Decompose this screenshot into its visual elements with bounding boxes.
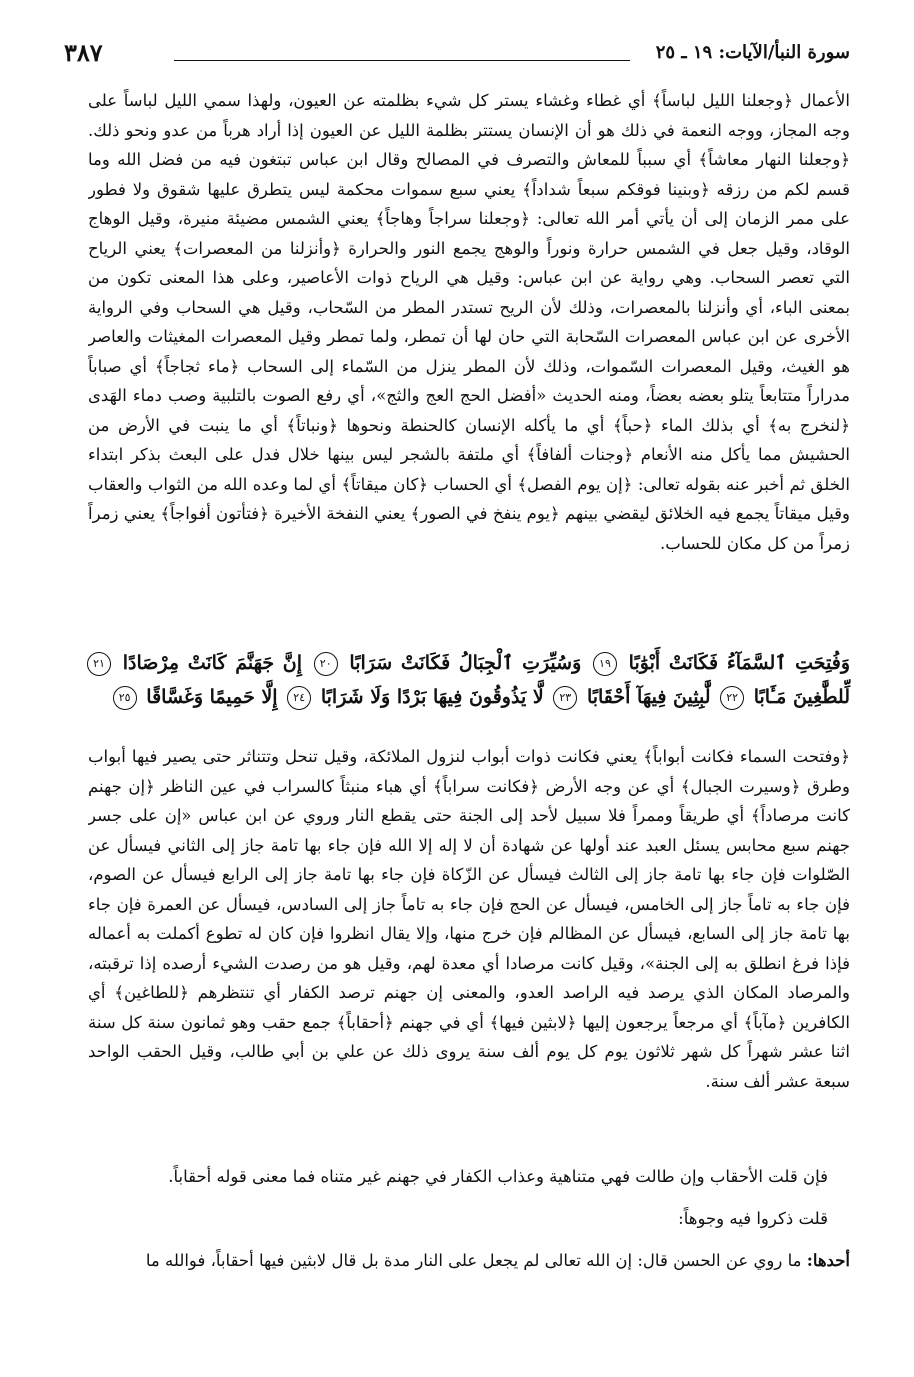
ayah-number-marker: ١٩ bbox=[593, 652, 617, 676]
verse-25: إِلَّا حَمِيمًا وَغَسَّاقًا bbox=[146, 686, 278, 708]
first-answer-lead: أحدها: bbox=[806, 1251, 850, 1270]
tafsir-paragraph-2 bbox=[88, 742, 850, 1162]
surah-title: سورة النبأ/الآيات: ١٩ ـ ٢٥ bbox=[655, 42, 850, 63]
ayah-number-marker: ٢٥ bbox=[113, 686, 137, 710]
answer-intro-text: قلت ذكروا فيه وجوهاً: bbox=[678, 1209, 828, 1228]
tafsir-text-1: الأعمال ﴿وجعلنا الليل لباساً﴾ أي غطاء وغشاء يستر كل شيء بظلمته عن العيون، ولهذا سمي الليل لباساً على وجه المجاز، ووجه النعمة في ذلك هو أن الإنسان يستتر بظلمة الليل عن العيون إذا أراد هرباً من عدو ونحو ذلك. ﴿وجعلنا النهار معاشاً﴾ أي سبباً للمعاش والتصرف في المصالح وقال ابن عباس تبتغون فيه من فضل الله وما قسم لكم من رزقه ﴿وبنينا فوقكم سبعاً شداداً﴾ يعني سبع سموات محكمة ليس يتطرق عليها شقوق ولا فطور على ممر الزمان إلى أن يأتي أمر الله تعالى: ﴿وجعلنا سراجاً وهاجاً﴾ يعني الشمس مضيئة منيرة، وقيل الوهاج الوقاد، وقيل جعل في الشمس حرارة ونوراً والوهج يجمع النور والحرارة ﴿وأنزلنا من المعصرات﴾ يعني الرياح التي تعصر السحاب. وهي رواية عن ابن عباس: وقيل هي الرياح ذوات الأعاصير، وعلى هذا المعنى تكون من بمعنى الباء، أي وأنزلنا بالمعصرات، وذلك لأن الريح تستدر المطر من السّحاب، وقيل هي السحاب وفي الرواية الأخرى عن ابن عباس المعصرات السّحابة التي حان لها أن تمطر، ولما تمطر وقيل المعصرات المغيثات والعاصر هو الغيث، وقيل المعصرات السّموات، وذلك لأن المطر ينزل من السّماء إلى السحاب ﴿ماء ثجاجاً﴾ أي صباباً مدراراً متتابعاً يتلو بعضه بعضاً، ومنه الحديث «أفضل الحج العج والثج»، أي رفع الصوت بالتلبية وصب دماء الهَدى ﴿لنخرج به﴾ أي بذلك الماء ﴿حباً﴾ أي ما يأكله الإنسان كالحنطة ونحوها ﴿ونباتاً﴾ أي ما ينبت في الأرض من الحشيش مما يأكل منه الأنعام ﴿وجنات ألفافاً﴾ أي ملتفة بالشجر ليس بينها خلال فدل على البعث بذكر ابتداء الخلق ثم أخبر عنه بقوله تعالى: ﴿إن يوم الفصل﴾ أي الحساب ﴿كان ميقاتاً﴾ أي لما وعده الله من الثواب والعقاب وقيل ميقاتاً يجمع فيه الخلائق ليقضي بينهم ﴿يوم ينفخ في الصور﴾ يعني النفخة الأخيرة ﴿فتأتون أفواجاً﴾ يعني زمراً زمراً من كل مكان للحساب. bbox=[88, 91, 850, 553]
tafsir-paragraph-1 bbox=[88, 86, 850, 646]
question-text: فإن قلت الأحقاب وإن طالت فهي متناهية وعذاب الكفار في جهنم غير متناه فما معنى قوله أحقاباً. bbox=[168, 1167, 828, 1186]
verse-24: لَّا يَذُوقُونَ فِيهَا بَرْدًا وَلَا شَرَابًا bbox=[320, 686, 544, 708]
verse-22: لِّلطَّٰغِينَ مَـَٔابًا bbox=[753, 686, 850, 708]
ayah-number-marker: ٢٠ bbox=[314, 652, 338, 676]
ayah-number-marker: ٢٣ bbox=[553, 686, 577, 710]
header-rule bbox=[174, 60, 630, 61]
verse-19: وَفُتِحَتِ ٱلسَّمَآءُ فَكَانَتْ أَبْوَٰبًا bbox=[628, 652, 851, 674]
verse-20: وَسُيِّرَتِ ٱلْجِبَالُ فَكَانَتْ سَرَابًا bbox=[349, 652, 582, 674]
question-paragraph bbox=[88, 1162, 850, 1202]
tafsir-text-2: ﴿وفتحت السماء فكانت أبواباً﴾ يعني فكانت ذوات أبواب لنزول الملائكة، وقيل تنحل وتتناثر حتى يصير فيها أبواب وطرق ﴿وسيرت الجبال﴾ أي عن وجه الأرض ﴿فكانت سراباً﴾ أي هباء منبثاً كالسراب في عين الناظر ﴿إن جهنم كانت مرصاداً﴾ أي طريقاً وممراً فلا سبيل لأحد إلى الجنة حتى يقطع النار وروي عن ابن عباس «إن على جسر جهنم سبع محابس يسئل العبد عند أولها عن شهادة أن لا إله إلا الله فإن جاء بها تامة جاز إلى الثاني فيسأل عن الصّلوات فإن جاء بها تامة جاز إلى الثالث فيسأل عن الزّكاة فإن جاء بها تامة جاز إلى الرابع فيسأل عن الصوم، فإن جاء به تاماً جاز إلى الخامس، فيسأل عن الحج فإن جاء به تاماً جاز إلى السادس، فيسأل عن العمرة فإن جاء بها تامة جاز إلى السابع، فيسأل عن المظالم فإن خرج منها، وإلا يقال انظروا فإن كان له تطوع أكملت به أعماله فإذا فرغ انطلق به إلى الجنة»، وقيل كانت مرصادا أي معدة لهم، وقيل هو من رصدت الشيء أرصده إذا ترقبته، والمرصاد المكان الذي يرصد فيه الراصد العدو، والمعنى إن جهنم ترصد الكفار أي تنتظرهم ﴿للطاغين﴾ أي الكافرين ﴿مآباً﴾ أي مرجعاً يرجعون إليها ﴿لابثين فيها﴾ أي في جهنم ﴿أحقاباً﴾ جمع حقب وهو ثمانون سنة كل سنة اثنا عشر شهراً كل شهر ثلاثون يوم كل يوم ألف سنة يروى ذلك عن علي بن أبي طالب، وقيل الحقب الواحد سبعة عشر ألف سنة. bbox=[88, 747, 850, 1091]
quran-verses bbox=[84, 646, 850, 726]
ayah-number-marker: ٢٤ bbox=[287, 686, 311, 710]
first-answer-paragraph bbox=[88, 1246, 850, 1306]
verse-23: لَّٰبِثِينَ فِيهَآ أَحْقَابًا bbox=[586, 686, 711, 708]
ayah-number-marker: ٢٢ bbox=[720, 686, 744, 710]
answer-intro-paragraph bbox=[88, 1204, 850, 1240]
page-number: ٣٨٧ bbox=[64, 38, 103, 67]
verse-21: إِنَّ جَهَنَّمَ كَانَتْ مِرْصَادًا bbox=[122, 652, 302, 674]
page-header bbox=[64, 34, 850, 74]
ayah-number-marker: ٢١ bbox=[87, 652, 111, 676]
first-answer-text: ما روي عن الحسن قال: إن الله تعالى لم يجعل على النار مدة بل قال لابثين فيها أحقاباً، فوالله ما bbox=[145, 1251, 802, 1270]
